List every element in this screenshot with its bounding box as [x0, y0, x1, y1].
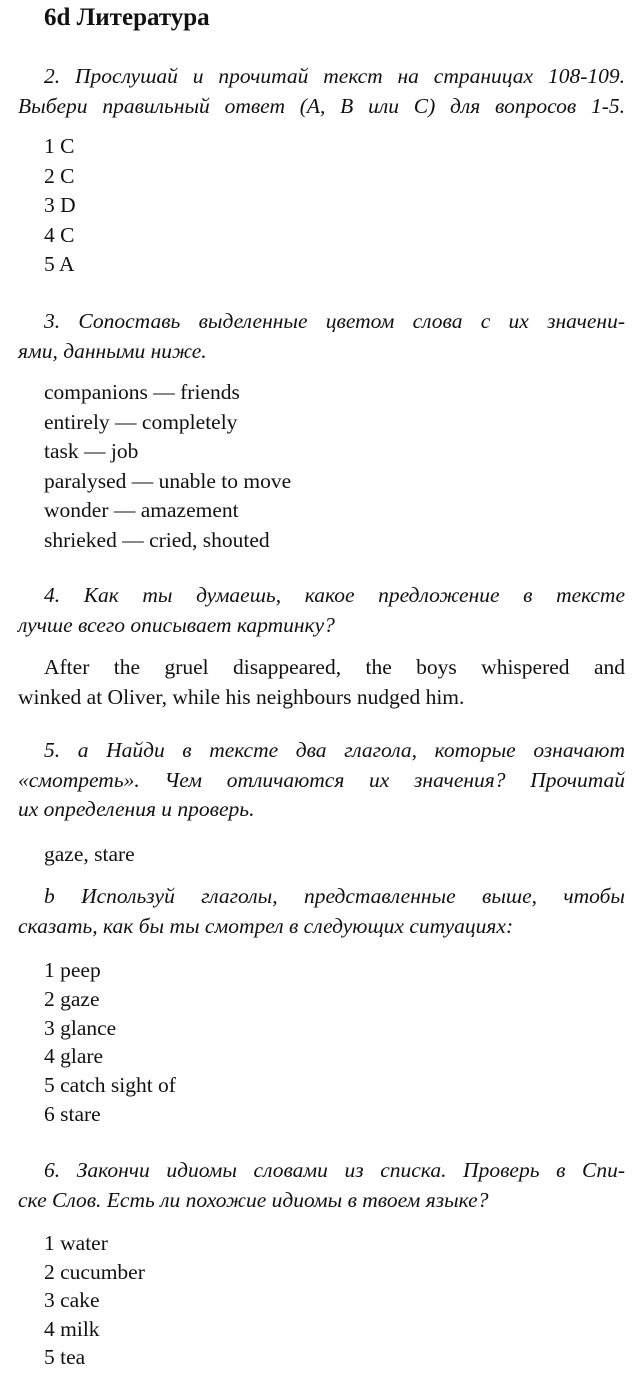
text-line: ями, данными ниже.: [18, 338, 207, 363]
task-3-answers: [44, 378, 291, 555]
text-line: winked at Oliver, while his neighbours nudged him.: [18, 684, 465, 709]
text-line: 5. a Найди в тексте два глагола, которые означают: [44, 738, 625, 762]
list-item: task — job: [44, 439, 139, 463]
text-line: ске Слов. Есть ли похожие идиомы в твоем языке?: [18, 1187, 489, 1212]
list-item: wonder — amazement: [44, 498, 239, 522]
task-5b-instructions: [18, 882, 625, 941]
list-item: entirely — completely: [44, 409, 238, 434]
list-item: 2 cucumber: [44, 1259, 145, 1284]
task-2-instructions: [18, 62, 625, 121]
list-item: 4 glare: [44, 1044, 104, 1069]
task-5b-answers: [44, 956, 176, 1129]
list-item: 2 C: [44, 163, 75, 188]
list-item: shrieked — cried, shouted: [44, 527, 270, 552]
list-item: 6 stare: [44, 1101, 101, 1126]
list-item: 1 water: [44, 1231, 108, 1255]
task-4-instructions: [18, 581, 625, 640]
list-item: gaze, stare: [44, 842, 135, 866]
task-4-answer: [18, 653, 625, 712]
text-line: 6. Закончи идиомы словами из списка. Проверь в Спи-: [44, 1158, 625, 1182]
text-line: b Используй глаголы, представленные выше, чтобы: [44, 884, 625, 908]
text-line: 2. Прослушай и прочитай текст на страницах 108-109.: [44, 64, 625, 88]
task-6-instructions: [18, 1156, 625, 1215]
list-item: 1 peep: [44, 958, 101, 982]
text-line: 3. Сопоставь выделенные цветом слова с их значени-: [44, 309, 625, 333]
list-item: 3 glance: [44, 1015, 117, 1040]
list-item: 3 D: [44, 193, 76, 217]
text-line: «смотреть». Чем отличаются их значения? Прочитай: [18, 767, 625, 792]
text-line: сказать, как бы ты смотрел в следующих ситуациях:: [18, 913, 514, 938]
page-title: 6d Литература: [44, 4, 210, 31]
text-line: 4. Как ты думаешь, какое предложение в тексте: [44, 583, 625, 607]
task-5a-answer: [44, 840, 135, 870]
task-2-answers: [44, 132, 76, 280]
task-6-answers: [44, 1229, 145, 1372]
list-item: 3 cake: [44, 1288, 100, 1313]
list-item: companions — friends: [44, 380, 240, 404]
task-5a-instructions: [18, 736, 625, 825]
list-item: 4 C: [44, 222, 75, 247]
list-item: 5 catch sight of: [44, 1073, 176, 1098]
list-item: 5 A: [44, 252, 75, 276]
task-3-instructions: [18, 307, 625, 366]
list-item: 1 C: [44, 134, 75, 158]
list-item: 5 tea: [44, 1345, 86, 1370]
list-item: 2 gaze: [44, 986, 100, 1011]
list-item: paralysed — unable to move: [44, 468, 292, 493]
text-line: Выбери правильный ответ (А, В или С) для вопросов 1-5.: [18, 93, 625, 118]
text-line: лучше всего описывает картинку?: [18, 612, 335, 637]
list-item: 4 milk: [44, 1316, 100, 1341]
text-line: After the gruel disappeared, the boys whispered and: [44, 655, 625, 679]
text-line: их определения и проверь.: [18, 797, 255, 821]
